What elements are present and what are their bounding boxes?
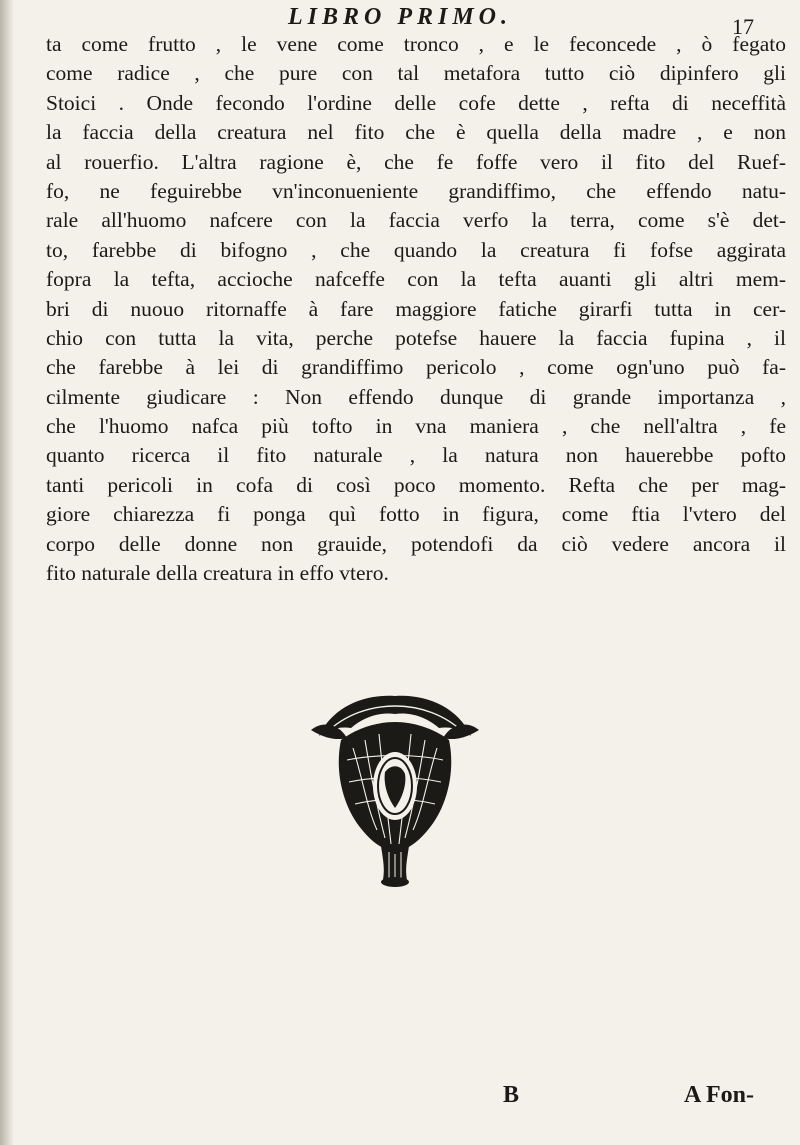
text-line: quanto ricerca il fito naturale , la natura non hauerebbe pofto bbox=[46, 443, 786, 468]
text-line: che farebbe à lei di grandiffimo pericolo , come ogn'uno può fa- bbox=[46, 355, 786, 380]
text-line: che l'huomo nafca più tofto in vna maniera , che nell'altra , fe bbox=[46, 414, 786, 439]
text-line: cilmente giudicare : Non effendo dunque di grande importanza , bbox=[46, 384, 786, 409]
uterus-woodcut-icon bbox=[305, 690, 485, 890]
page-number: 17 bbox=[732, 14, 754, 39]
text-line: fo, ne feguirebbe vn'inconueniente grandiffimo, che effendo natu- bbox=[46, 178, 786, 203]
catchword: A Fon- bbox=[684, 1082, 755, 1108]
text-line: ta come frutto , le vene come tronco , e le feconcede , ò fegato bbox=[46, 32, 786, 56]
text-line: corpo delle donne non grauide, potendofi da ciò vedere ancora il bbox=[46, 531, 786, 556]
text-line: to, farebbe di bifogno , che quando la creatura fi fofse aggirata bbox=[46, 237, 786, 262]
binding-gutter-shadow bbox=[0, 0, 14, 1145]
text-line: tanti pericoli in cofa di così poco momento. Refta che per mag- bbox=[46, 472, 786, 497]
text-line: Stoici . Onde fecondo l'ordine delle cofe dette , refta di neceffità bbox=[46, 90, 786, 115]
text-line: al rouerfio. L'altra ragione è, che fe foffe vero il fito del Ruef- bbox=[46, 149, 786, 174]
text-line: giore chiarezza fi ponga quì fotto in figura, come ftia l'vtero del bbox=[46, 502, 786, 527]
text-line: fito naturale della creatura in effo vtero. bbox=[46, 561, 389, 586]
body-paragraph bbox=[46, 30, 786, 588]
text-line: fopra la tefta, accioche nafceffe con la tefta auanti gli altri mem- bbox=[46, 267, 786, 292]
text-line: chio con tutta la vita, perche potefse hauere la faccia fupina , il bbox=[46, 325, 786, 350]
text-line: rale all'huomo nafcere con la faccia verfo la terra, come s'è det- bbox=[46, 208, 786, 233]
text-line: la faccia della creatura nel fito che è quella della madre , e non bbox=[46, 120, 786, 145]
anatomical-woodcut-figure bbox=[305, 690, 485, 890]
running-title: LIBRO PRIMO. bbox=[287, 4, 513, 30]
text-line: bri di nuouo ritornaffe à fare maggiore fatiche girarfi tutta in cer- bbox=[46, 296, 786, 321]
signature-mark: B bbox=[503, 1082, 520, 1108]
text-line: come radice , che pure con tal metafora tutto ciò dipinfero gli bbox=[46, 61, 786, 86]
